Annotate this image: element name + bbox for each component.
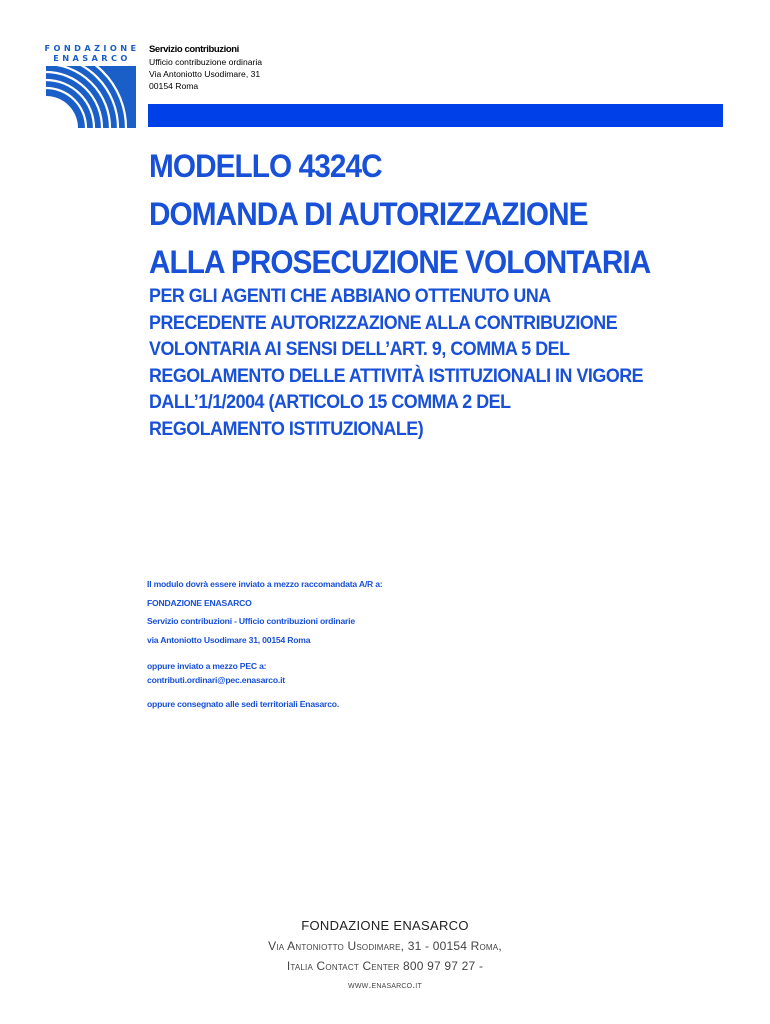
page-footer bbox=[0, 916, 770, 996]
header-accent-bar bbox=[148, 104, 723, 127]
instructions-intro: Il modulo dovrà essere inviato a mezzo raccomandata A/R a: bbox=[147, 579, 383, 589]
enasarco-logo bbox=[44, 44, 140, 128]
title-line-3: ALLA PROSECUZIONE VOLONTARIA bbox=[149, 244, 651, 280]
footer-address: Via Antoniotto Usodimare, 31 - 00154 Roma, bbox=[268, 939, 502, 953]
instructions-pec-intro: oppure inviato a mezzo PEC a: bbox=[147, 661, 267, 671]
instructions-recipient: FONDAZIONE ENASARCO bbox=[147, 597, 252, 608]
header-office: Ufficio contribuzione ordinaria bbox=[149, 57, 263, 67]
footer-website-link[interactable]: www.enasarco.it bbox=[348, 980, 422, 991]
logo-wordmark bbox=[44, 44, 140, 63]
subtitle-line-6: REGOLAMENTO ISTITUZIONALE) bbox=[149, 418, 424, 440]
instructions-pec-address[interactable]: contributi.ordinari@pec.enasarco.it bbox=[147, 675, 285, 685]
instructions-alternative: oppure consegnato alle sedi territoriali Enasarco. bbox=[147, 699, 340, 709]
header-city: 00154 Roma bbox=[149, 81, 199, 91]
subtitle-line-3: VOLONTARIA AI SENSI DELL’ART. 9, COMMA 5 DEL bbox=[149, 339, 570, 360]
sending-instructions bbox=[147, 575, 382, 711]
document-subtitle bbox=[149, 284, 643, 443]
subtitle-line-4: REGOLAMENTO DELLE ATTIVITÀ ISTITUZIONALI IN VIGORE bbox=[149, 365, 644, 387]
document-title bbox=[149, 142, 650, 286]
footer-name: FONDAZIONE ENASARCO bbox=[301, 918, 469, 933]
header-address bbox=[149, 44, 262, 92]
instructions-department: Servizio contribuzioni - Ufficio contribuzioni ordinarie bbox=[147, 616, 355, 626]
subtitle-line-1: PER GLI AGENTI CHE ABBIANO OTTENUTO UNA bbox=[149, 286, 551, 307]
logo-line-1: FONDAZIONE bbox=[44, 43, 140, 53]
subtitle-line-5: DALL’1/1/2004 (ARTICOLO 15 COMMA 2 DEL bbox=[149, 392, 511, 413]
title-line-1: MODELLO 4324C bbox=[149, 148, 382, 184]
header-organization: Servizio contribuzioni bbox=[149, 44, 239, 55]
logo-arcs-icon bbox=[46, 66, 136, 128]
title-line-2: DOMANDA DI AUTORIZZAZIONE bbox=[149, 196, 588, 232]
instructions-address: via Antoniotto Usodimare 31, 00154 Roma bbox=[147, 634, 311, 645]
logo-line-2: ENASARCO bbox=[53, 52, 131, 63]
footer-contact: Italia Contact Center 800 97 97 27 - bbox=[286, 959, 484, 973]
subtitle-line-2: PRECEDENTE AUTORIZZAZIONE ALLA CONTRIBUZIONE bbox=[149, 312, 618, 334]
header-street: Via Antoniotto Usodimare, 31 bbox=[149, 69, 261, 79]
